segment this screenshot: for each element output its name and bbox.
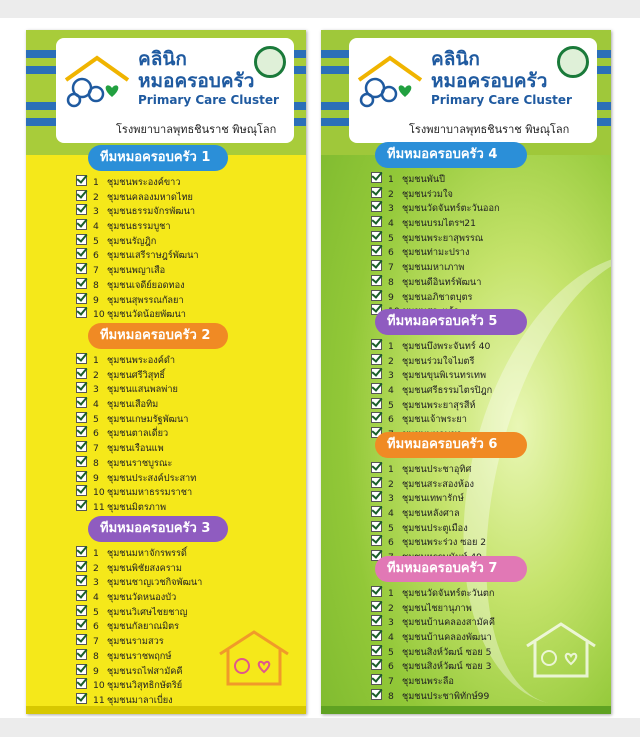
list-item bbox=[371, 462, 611, 477]
family-house-decoration-icon bbox=[521, 620, 601, 680]
checkbox-checked-icon bbox=[371, 535, 382, 546]
checkbox-checked-icon bbox=[76, 619, 87, 630]
checkbox-checked-icon bbox=[76, 412, 87, 423]
community-name: ชุมชนประตูเมือง bbox=[402, 522, 468, 534]
item-number: 2 bbox=[93, 191, 99, 203]
checkbox-checked-icon bbox=[76, 678, 87, 689]
item-number: 11 bbox=[93, 501, 105, 513]
item-number: 6 bbox=[388, 414, 394, 426]
community-name: ชุมชนมหาธรรมราชา bbox=[107, 487, 193, 499]
list-item bbox=[371, 275, 611, 290]
banner-left bbox=[26, 30, 306, 714]
community-name: ชุมชนศรีธรรมไตรปิฎก bbox=[402, 385, 493, 397]
list-item bbox=[371, 245, 611, 260]
checkbox-checked-icon bbox=[76, 575, 87, 586]
checkbox-checked-icon bbox=[76, 204, 87, 215]
community-name: ชุมชนกัลยาณมิตร bbox=[107, 621, 180, 633]
community-name: ชุมชนเกษมรัฐพัฒนา bbox=[107, 413, 189, 425]
list-item bbox=[371, 383, 611, 398]
community-name: ชุมชนสุพรรณกัลยา bbox=[107, 294, 184, 306]
team-6-header: ทีมหมอครอบครัว 6 bbox=[375, 432, 527, 458]
item-number: 1 bbox=[93, 548, 99, 559]
team-2-list bbox=[76, 353, 306, 515]
community-name: ชุมชนอภิชาตบุตร bbox=[402, 291, 473, 303]
list-item bbox=[76, 412, 306, 427]
community-name: ชุมชนพระลือ bbox=[402, 676, 454, 688]
checkbox-checked-icon bbox=[76, 693, 87, 704]
community-name: ชุมชนพญาเสือ bbox=[107, 265, 166, 277]
community-name: ชุมชนวัดหนองบัว bbox=[107, 592, 177, 604]
checkbox-checked-icon bbox=[76, 649, 87, 660]
list-item bbox=[371, 187, 611, 202]
checkbox-checked-icon bbox=[76, 664, 87, 675]
item-number: 1 bbox=[93, 355, 99, 366]
item-number: 5 bbox=[93, 235, 99, 247]
item-number: 10 bbox=[93, 487, 105, 499]
list-item bbox=[371, 201, 611, 216]
community-name: ชุมชนแสนพลพ่าย bbox=[107, 384, 178, 396]
bottom-bar bbox=[26, 706, 306, 714]
checkbox-checked-icon bbox=[371, 659, 382, 670]
community-name: ชุมชนพระยาสุพรรณ bbox=[402, 232, 484, 244]
community-name: ชุมชนวิเศษไชยชาญ bbox=[107, 606, 188, 618]
checkbox-checked-icon bbox=[76, 248, 87, 259]
list-item bbox=[76, 441, 306, 456]
checkbox-checked-icon bbox=[371, 462, 382, 473]
community-name: ชุมชนสระสองห้อง bbox=[402, 478, 474, 490]
list-item bbox=[76, 605, 306, 620]
checkbox-checked-icon bbox=[76, 278, 87, 289]
community-name: ชุมชนสิงห์วัฒน์ ซอย 5 bbox=[402, 646, 492, 658]
item-number: 7 bbox=[93, 636, 99, 648]
community-name: ชุมชนเทพารักษ์ bbox=[402, 493, 464, 505]
item-number: 5 bbox=[388, 399, 394, 411]
checkbox-checked-icon bbox=[371, 674, 382, 685]
checkbox-checked-icon bbox=[371, 368, 382, 379]
list-item bbox=[76, 204, 306, 219]
item-number: 9 bbox=[93, 294, 99, 306]
clinic-title: คลินิก หมอครอบครัว bbox=[138, 48, 255, 92]
item-number: 4 bbox=[388, 508, 394, 520]
item-number: 8 bbox=[93, 279, 99, 291]
item-number: 4 bbox=[93, 592, 99, 604]
team-7-header: ทีมหมอครอบครัว 7 bbox=[375, 556, 527, 582]
community-name: ชุมชนเรือนแพ bbox=[107, 443, 164, 455]
item-number: 8 bbox=[93, 650, 99, 662]
community-name: ชุมชนมิตรภาพ bbox=[107, 501, 167, 513]
community-name: ชุมชนสิงห์วัฒน์ ซอย 3 bbox=[402, 661, 492, 673]
checkbox-checked-icon bbox=[76, 219, 87, 230]
checkbox-checked-icon bbox=[76, 263, 87, 274]
list-item bbox=[371, 172, 611, 187]
item-number: 2 bbox=[93, 562, 99, 574]
checkbox-checked-icon bbox=[371, 260, 382, 271]
item-number: 8 bbox=[93, 457, 99, 469]
item-number: 5 bbox=[388, 522, 394, 534]
team-2-section bbox=[26, 323, 306, 515]
community-name: ชุมชนราชพฤกษ์ bbox=[107, 650, 172, 662]
checkbox-checked-icon bbox=[371, 231, 382, 242]
community-name: ชุมชนตาลเดี่ยว bbox=[107, 428, 169, 440]
checkbox-checked-icon bbox=[76, 605, 87, 616]
community-name: ชุมชนไชยานุภาพ bbox=[402, 602, 472, 614]
checkbox-checked-icon bbox=[76, 485, 87, 496]
community-name: ชุมชนวิสุทธิกษัตริย์ bbox=[107, 680, 183, 692]
checkbox-checked-icon bbox=[76, 426, 87, 437]
checkbox-checked-icon bbox=[371, 216, 382, 227]
item-number: 1 bbox=[388, 464, 394, 475]
item-number: 9 bbox=[388, 291, 394, 303]
ministry-seal-icon bbox=[557, 46, 589, 78]
item-number: 3 bbox=[93, 384, 99, 396]
item-number: 1 bbox=[388, 174, 394, 185]
item-number: 4 bbox=[388, 385, 394, 397]
item-number: 1 bbox=[388, 588, 394, 599]
checkbox-checked-icon bbox=[76, 634, 87, 645]
item-number: 6 bbox=[93, 250, 99, 262]
community-name: ชุมชนขุนพิเรนทรเทพ bbox=[402, 370, 487, 382]
bottom-bar bbox=[321, 706, 611, 714]
community-name: ชุมชนประสงค์ประสาท bbox=[107, 472, 197, 484]
community-name: ชุมชนรัญฎิก bbox=[107, 235, 157, 247]
item-number: 3 bbox=[93, 206, 99, 218]
list-item bbox=[76, 248, 306, 263]
banner-right bbox=[321, 30, 611, 714]
list-item bbox=[371, 521, 611, 536]
list-item bbox=[371, 412, 611, 427]
item-number: 6 bbox=[388, 247, 394, 259]
item-number: 6 bbox=[388, 537, 394, 549]
community-name: ชุมชนวัดจันทร์ตะวันออก bbox=[402, 203, 500, 215]
item-number: 2 bbox=[93, 369, 99, 381]
checkbox-checked-icon bbox=[371, 245, 382, 256]
item-number: 10 bbox=[93, 680, 105, 692]
community-name: ชุมชนประชาอุทิศ bbox=[402, 464, 472, 475]
item-number: 2 bbox=[388, 602, 394, 614]
item-number: 5 bbox=[93, 413, 99, 425]
community-name: ชุมชนรามสวร bbox=[107, 636, 164, 648]
team-4-header: ทีมหมอครอบครัว 4 bbox=[375, 142, 527, 168]
community-name: ชุมชนธรรมบูชา bbox=[107, 221, 171, 233]
list-item bbox=[76, 456, 306, 471]
community-name: ชุมชนบรมไตรฯ21 bbox=[402, 218, 477, 230]
checkbox-checked-icon bbox=[371, 689, 382, 700]
item-number: 7 bbox=[388, 262, 394, 274]
team-5-section bbox=[321, 309, 611, 442]
community-name: ชุมชนมหาจักรพรรดิ์ bbox=[107, 548, 187, 559]
community-name: ชุมชนพระยาสุรสีห์ bbox=[402, 399, 476, 411]
team-1-list bbox=[76, 175, 306, 322]
list-item bbox=[371, 231, 611, 246]
item-number: 3 bbox=[388, 203, 394, 215]
checkbox-checked-icon bbox=[371, 615, 382, 626]
item-number: 4 bbox=[388, 218, 394, 230]
checkbox-checked-icon bbox=[371, 521, 382, 532]
checkbox-checked-icon bbox=[76, 561, 87, 572]
list-item bbox=[371, 586, 611, 601]
community-name: ชุมชนบ้านคลองพัฒนา bbox=[402, 632, 492, 644]
checkbox-checked-icon bbox=[371, 630, 382, 641]
team-5-list bbox=[371, 339, 611, 442]
checkbox-checked-icon bbox=[76, 500, 87, 511]
checkbox-checked-icon bbox=[76, 397, 87, 408]
list-item bbox=[371, 506, 611, 521]
item-number: 1 bbox=[388, 341, 394, 352]
list-item bbox=[371, 354, 611, 369]
list-item bbox=[76, 219, 306, 234]
item-number: 7 bbox=[388, 676, 394, 688]
checkbox-checked-icon bbox=[76, 234, 87, 245]
item-number: 2 bbox=[388, 188, 394, 200]
family-house-logo-icon bbox=[62, 54, 132, 110]
list-item bbox=[76, 190, 306, 205]
checkbox-checked-icon bbox=[76, 293, 87, 304]
checkbox-checked-icon bbox=[76, 382, 87, 393]
hospital-name: โรงพยาบาลพุทธชินราช พิษณุโลก bbox=[409, 123, 570, 136]
checkbox-checked-icon bbox=[371, 383, 382, 394]
community-name: ชุมชนธรรมจักรพัฒนา bbox=[107, 206, 196, 218]
list-item bbox=[76, 546, 306, 561]
list-item bbox=[76, 278, 306, 293]
item-number: 2 bbox=[388, 355, 394, 367]
item-number: 5 bbox=[388, 232, 394, 244]
community-name: ชุมชนพิชัยสงคราม bbox=[107, 562, 182, 574]
list-item bbox=[371, 216, 611, 231]
community-name: ชุมชนพระร่วง ซอย 2 bbox=[402, 537, 487, 549]
item-number: 1 bbox=[93, 177, 99, 188]
family-house-decoration-icon bbox=[214, 628, 294, 688]
checkbox-checked-icon bbox=[76, 546, 87, 557]
list-item bbox=[76, 500, 306, 515]
team-4-section bbox=[321, 142, 611, 319]
list-item bbox=[76, 175, 306, 190]
list-item bbox=[371, 477, 611, 492]
list-item bbox=[76, 353, 306, 368]
list-item bbox=[371, 260, 611, 275]
list-item bbox=[76, 234, 306, 249]
community-name: ชุมชนดีอินทร์พัฒนา bbox=[402, 276, 482, 288]
list-item bbox=[76, 382, 306, 397]
item-number: 6 bbox=[388, 661, 394, 673]
team-4-list bbox=[371, 172, 611, 319]
item-number: 4 bbox=[388, 632, 394, 644]
list-item bbox=[371, 601, 611, 616]
checkbox-checked-icon bbox=[76, 441, 87, 452]
list-item bbox=[371, 398, 611, 413]
community-name: ชุมชนประชาพิทักษ์99 bbox=[402, 690, 490, 702]
community-name: ชุมชนเสือทิม bbox=[107, 399, 159, 411]
clinic-logo-card bbox=[349, 38, 597, 143]
community-name: ชุมชนบ้านคลองสามัคคี bbox=[402, 617, 495, 629]
item-number: 9 bbox=[93, 665, 99, 677]
checkbox-checked-icon bbox=[76, 353, 87, 364]
list-item bbox=[76, 263, 306, 278]
list-item bbox=[371, 689, 611, 704]
item-number: 3 bbox=[93, 577, 99, 589]
clinic-title: คลินิก หมอครอบครัว bbox=[431, 48, 548, 92]
checkbox-checked-icon bbox=[371, 187, 382, 198]
checkbox-checked-icon bbox=[371, 645, 382, 656]
item-number: 3 bbox=[388, 370, 394, 382]
community-name: ชุมชนพระองค์ขาว bbox=[107, 177, 181, 188]
item-number: 8 bbox=[388, 690, 394, 702]
team-5-header: ทีมหมอครอบครัว 5 bbox=[375, 309, 527, 335]
list-item bbox=[371, 290, 611, 305]
team-1-header: ทีมหมอครอบครัว 1 bbox=[88, 145, 228, 171]
team-3-header: ทีมหมอครอบครัว 3 bbox=[88, 516, 228, 542]
clinic-subtitle: Primary Care Cluster bbox=[431, 93, 572, 107]
item-number: 7 bbox=[93, 443, 99, 455]
item-number: 7 bbox=[93, 265, 99, 277]
list-item bbox=[371, 535, 611, 550]
item-number: 11 bbox=[93, 694, 105, 706]
checkbox-checked-icon bbox=[371, 477, 382, 488]
checkbox-checked-icon bbox=[371, 398, 382, 409]
item-number: 3 bbox=[388, 493, 394, 505]
item-number: 4 bbox=[93, 221, 99, 233]
checkbox-checked-icon bbox=[371, 172, 382, 183]
hospital-name: โรงพยาบาลพุทธชินราช พิษณุโลก bbox=[116, 123, 277, 136]
item-number: 8 bbox=[388, 276, 394, 288]
list-item bbox=[76, 426, 306, 441]
list-item bbox=[76, 293, 306, 308]
checkbox-checked-icon bbox=[371, 339, 382, 350]
checkbox-checked-icon bbox=[371, 412, 382, 423]
item-number: 5 bbox=[93, 606, 99, 618]
item-number: 6 bbox=[93, 428, 99, 440]
community-name: ชุมชนศรีวิสุทธิ์ bbox=[107, 369, 166, 381]
item-number: 2 bbox=[388, 478, 394, 490]
community-name: ชุมชนรถไฟสามัคคี bbox=[107, 665, 183, 677]
checkbox-checked-icon bbox=[76, 175, 87, 186]
team-1-section bbox=[26, 145, 306, 322]
community-name: ชุมชนราชบูรณะ bbox=[107, 457, 173, 469]
checkbox-checked-icon bbox=[371, 290, 382, 301]
ministry-seal-icon bbox=[254, 46, 286, 78]
community-name: ชุมชนคลองมหาดไทย bbox=[107, 191, 193, 203]
community-name: ชุมชนบึงพระจันทร์ 40 bbox=[402, 341, 491, 352]
item-number: 9 bbox=[93, 472, 99, 484]
checkbox-checked-icon bbox=[76, 307, 87, 318]
community-name: ชุมชนท่ามะปราง bbox=[402, 247, 470, 259]
checkbox-checked-icon bbox=[371, 275, 382, 286]
community-name: ชุมชนเจดีย์ยอดทอง bbox=[107, 279, 185, 291]
list-item bbox=[76, 575, 306, 590]
item-number: 6 bbox=[93, 621, 99, 633]
item-number: 10 bbox=[93, 309, 105, 321]
community-name: ชุมชนร่วมใจไมตรี bbox=[402, 355, 475, 367]
list-item bbox=[76, 590, 306, 605]
community-name: ชุมชนพระองค์ดำ bbox=[107, 355, 176, 366]
community-name: ชุมชนพันปี bbox=[402, 174, 445, 185]
community-name: ชุมชนวัดน้อยพัฒนา bbox=[107, 309, 186, 321]
list-item bbox=[371, 491, 611, 506]
checkbox-checked-icon bbox=[371, 506, 382, 517]
list-item bbox=[76, 561, 306, 576]
checkbox-checked-icon bbox=[371, 601, 382, 612]
list-item bbox=[76, 471, 306, 486]
list-item bbox=[76, 307, 306, 322]
team-2-header: ทีมหมอครอบครัว 2 bbox=[88, 323, 228, 349]
checkbox-checked-icon bbox=[76, 456, 87, 467]
community-name: ชุมชนมาลาเบี่ยง bbox=[107, 694, 173, 706]
list-item bbox=[76, 485, 306, 500]
checkbox-checked-icon bbox=[76, 190, 87, 201]
list-item bbox=[76, 397, 306, 412]
checkbox-checked-icon bbox=[76, 368, 87, 379]
clinic-logo-card bbox=[56, 38, 294, 143]
checkbox-checked-icon bbox=[76, 590, 87, 601]
community-name: ชุมชนเจ้าพระยา bbox=[402, 414, 467, 426]
community-name: ชุมชนหลังศาล bbox=[402, 508, 460, 520]
community-name: ชุมชนเสรีราษฎร์พัฒนา bbox=[107, 250, 199, 262]
item-number: 3 bbox=[388, 617, 394, 629]
community-name: ชุมชนวัดจันทร์ตะวันตก bbox=[402, 588, 495, 599]
item-number: 4 bbox=[93, 399, 99, 411]
checkbox-checked-icon bbox=[371, 354, 382, 365]
team-6-list bbox=[371, 462, 611, 565]
item-number: 5 bbox=[388, 646, 394, 658]
list-item bbox=[371, 368, 611, 383]
community-name: ชุมชนร่วมใจ bbox=[402, 188, 453, 200]
checkbox-checked-icon bbox=[76, 471, 87, 482]
checkbox-checked-icon bbox=[371, 201, 382, 212]
team-6-section bbox=[321, 432, 611, 565]
community-name: ชุมชนชาญเวชกิจพัฒนา bbox=[107, 577, 203, 589]
clinic-subtitle: Primary Care Cluster bbox=[138, 93, 279, 107]
community-name: ชุมชนมหาเภาพ bbox=[402, 262, 465, 274]
list-item bbox=[76, 368, 306, 383]
list-item bbox=[371, 339, 611, 354]
checkbox-checked-icon bbox=[371, 491, 382, 502]
checkbox-checked-icon bbox=[371, 586, 382, 597]
family-house-logo-icon bbox=[355, 54, 425, 110]
